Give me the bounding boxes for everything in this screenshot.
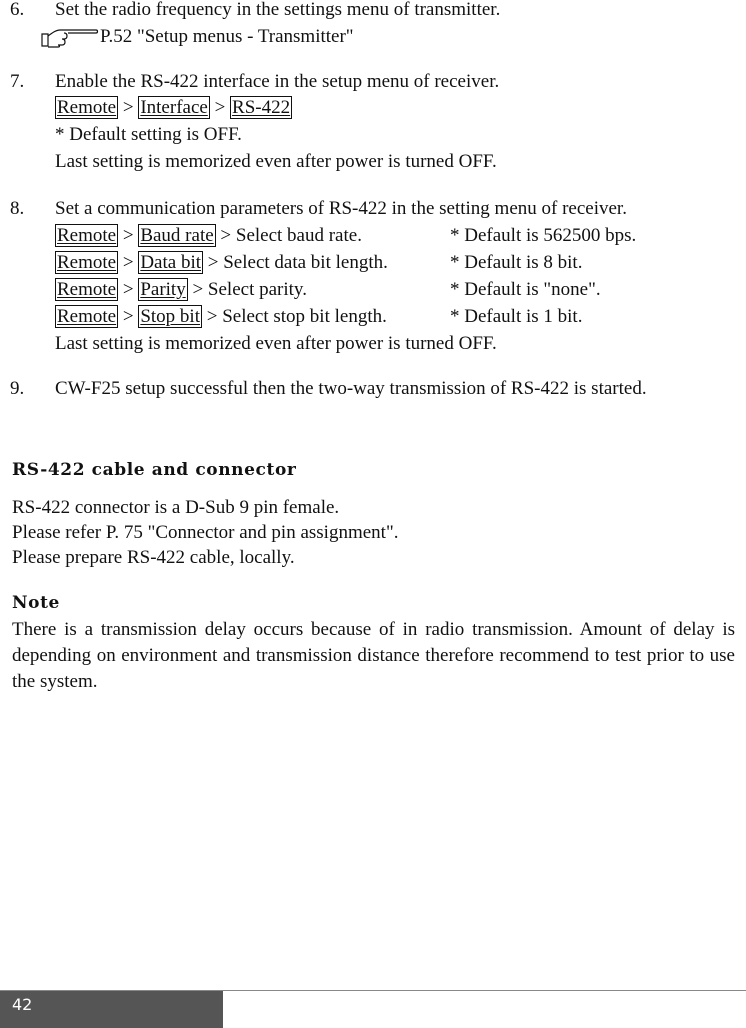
page-number: 42	[0, 991, 223, 1028]
step-6-reference-link[interactable]: P.52 "Setup menus - Transmitter"	[100, 26, 354, 47]
path-separator: >	[122, 225, 134, 246]
menu-remote: Remote	[57, 279, 117, 300]
path-separator: >	[122, 97, 134, 118]
pointing-hand-icon	[40, 26, 100, 50]
param-default-parity: * Default is "none".	[450, 279, 601, 300]
note-text: There is a transmission delay occurs because of in radio transmission. Amount of delay is depending on environment and transmission distance therefore recommend to test prior to use the system.	[12, 619, 735, 692]
step-6-text: Set the radio frequency in the settings menu of transmitter.	[55, 0, 501, 20]
param-default-baud-rate: * Default is 562500 bps.	[450, 225, 637, 246]
path-separator: >	[122, 252, 134, 273]
menu-parity: Parity	[140, 279, 186, 300]
section-line: Please prepare RS-422 cable, locally.	[12, 547, 295, 568]
param-action: > Select stop bit length.	[206, 306, 387, 327]
step-8-number: 8.	[10, 198, 25, 219]
param-action: > Select data bit length.	[207, 252, 388, 273]
step-8-memo: Last setting is memorized even after power is turned OFF.	[55, 333, 497, 354]
param-action: > Select baud rate.	[220, 225, 362, 246]
path-separator: >	[214, 97, 226, 118]
param-row-parity	[55, 278, 307, 302]
menu-rs-422: RS-422	[232, 97, 291, 118]
menu-interface: Interface	[140, 97, 208, 118]
step-7-number: 7.	[10, 71, 25, 92]
menu-baud-rate: Baud rate	[140, 225, 214, 246]
param-row-stop-bit	[55, 305, 387, 329]
param-default-stop-bit: * Default is 1 bit.	[450, 306, 583, 327]
menu-data-bit: Data bit	[140, 252, 202, 273]
step-8-text: Set a communication parameters of RS-422 in the setting menu of receiver.	[55, 198, 627, 219]
param-row-data-bit	[55, 251, 388, 275]
step-9-text: CW-F25 setup successful then the two-way transmission of RS-422 is started.	[55, 378, 647, 399]
param-action: > Select parity.	[192, 279, 307, 300]
step-7-default-note: * Default setting is OFF.	[55, 124, 242, 145]
menu-remote: Remote	[57, 306, 117, 327]
param-default-data-bit: * Default is 8 bit.	[450, 252, 583, 273]
menu-remote: Remote	[57, 225, 117, 246]
section-line-reference[interactable]: Please refer P. 75 "Connector and pin assignment".	[12, 522, 399, 543]
step-7-menu-path	[55, 96, 292, 120]
step-6-number: 6.	[10, 0, 25, 20]
path-separator: >	[122, 279, 134, 300]
menu-remote: Remote	[57, 97, 117, 118]
section-line: RS-422 connector is a D-Sub 9 pin female.	[12, 497, 340, 518]
menu-stop-bit: Stop bit	[140, 306, 200, 327]
section-heading: RS-422 cable and connector	[12, 460, 297, 480]
step-7-text: Enable the RS-422 interface in the setup menu of receiver.	[55, 71, 500, 92]
menu-remote: Remote	[57, 252, 117, 273]
path-separator: >	[122, 306, 134, 327]
param-row-baud-rate	[55, 224, 362, 248]
note-heading: Note	[12, 593, 60, 613]
step-7-memo: Last setting is memorized even after power is turned OFF.	[55, 151, 497, 172]
step-9-number: 9.	[10, 378, 25, 399]
